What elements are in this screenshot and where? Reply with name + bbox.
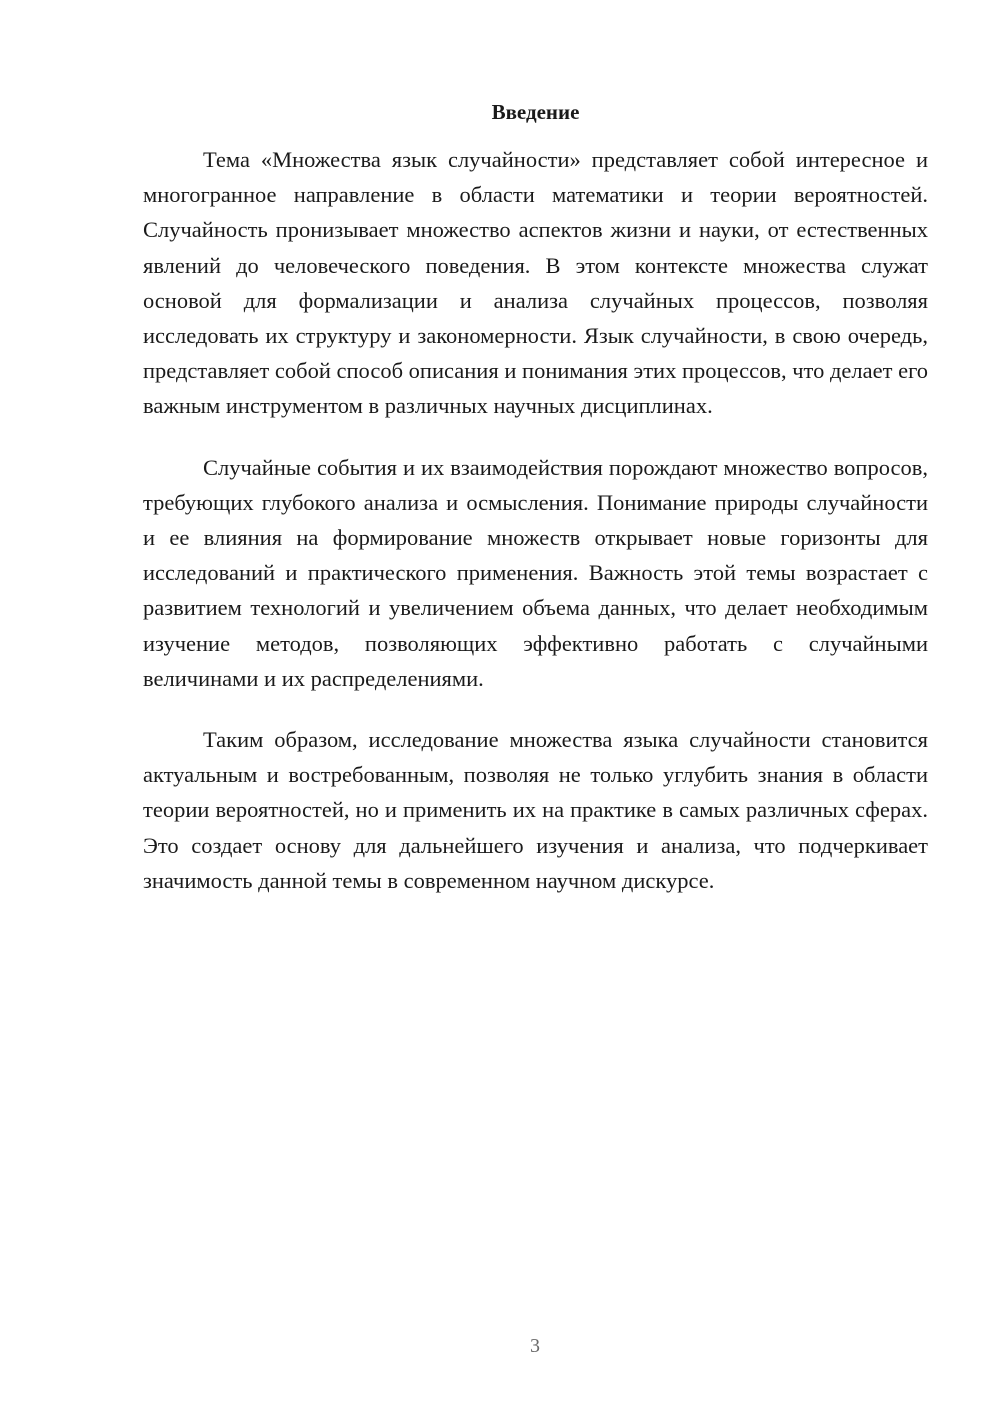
paragraph: Таким образом, исследование множества языка случайности становится актуальным и востребованным, позволяя не только углубить знания в области теории вероятностей, но и применить их на практике в самых различных сферах. Это создает основу для дальнейшего изучения и анализа, что подчеркивает значимость данной темы в современном научном дискурсе. — [143, 727, 928, 893]
paragraph: Случайные события и их взаимодействия порождают множество вопросов, требующих глубокого анализа и осмысления. Понимание природы случайности и ее влияния на формирование множеств открывает новые горизонты для исследований и практического применения. Важность этой темы возрастает с развитием технологий и увеличением объема данных, что делает необходимым изучение методов, позволяющих эффективно работать с случайными величинами и их распределениями. — [143, 454, 928, 691]
paragraph: Тема «Множества язык случайности» представляет собой интересное и многогранное направление в области математики и теории вероятностей. Случайность пронизывает множество аспектов жизни и науки, от естественных явлений до человеческого поведения. В этом контексте множества служат основой для формализации и анализа случайных процессов, позволяя исследовать их структуру и закономерности. Язык случайности, в свою очередь, представляет собой способ описания и понимания этих процессов, что делает его важным инструментом в различных научных дисциплинах. — [143, 147, 928, 419]
section-title: Введение — [491, 100, 580, 124]
page-number: 3 — [530, 1335, 540, 1357]
body-text — [143, 142, 928, 924]
